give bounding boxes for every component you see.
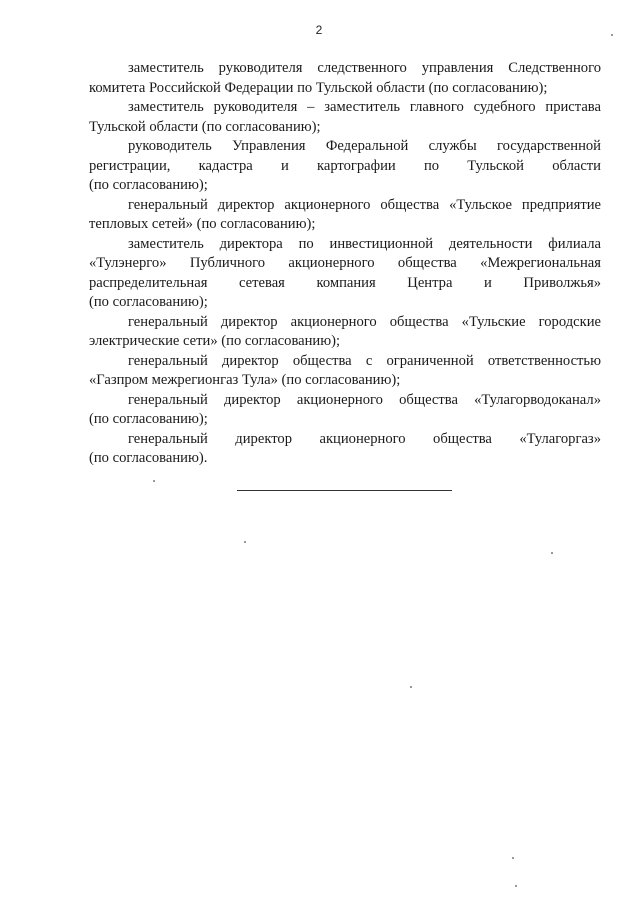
paragraph-line: тепловых сетей» (по согласованию); — [89, 216, 316, 232]
document-body — [89, 59, 601, 469]
paragraph-line: генеральный директор акционерного общества «Тульские городские — [128, 313, 601, 330]
paragraph-line: комитета Российской Федерации по Тульской области (по согласованию); — [89, 79, 548, 96]
paragraph-line: «Газпром межрегионгаз Тула» (по согласованию); — [89, 372, 401, 388]
paragraph-line: (по согласованию); — [89, 294, 208, 310]
paragraph-7 — [89, 352, 601, 391]
paragraph-line: руководитель Управления Федеральной службы государственной — [128, 138, 601, 154]
paragraph-line: генеральный директор акционерного общества «Тулагорводоканал» — [128, 391, 601, 408]
paragraph-5 — [89, 235, 601, 313]
paragraph-line: генеральный директор общества с ограниченной ответственностью — [128, 352, 601, 369]
paragraph-line: (по согласованию). — [89, 450, 208, 466]
page-number: 2 — [315, 23, 323, 37]
scan-speck — [410, 686, 412, 688]
scan-speck — [611, 34, 613, 36]
paragraph-line: генеральный директор акционерного общества «Тульское предприятие — [128, 196, 601, 213]
paragraph-line: (по согласованию); — [89, 411, 208, 427]
paragraph-line: заместитель руководителя следственного управления Следственного — [128, 60, 601, 76]
paragraph-1 — [89, 59, 601, 98]
scan-speck — [244, 541, 246, 543]
paragraph-line: регистрации, кадастра и картографии по Тульской области — [89, 157, 601, 174]
scan-speck — [515, 885, 517, 887]
paragraph-line: электрические сети» (по согласованию); — [89, 333, 341, 349]
paragraph-line: распределительная сетевая компания Центра и Приволжья» — [89, 274, 601, 291]
closing-separator-line — [237, 490, 452, 491]
paragraph-6 — [89, 313, 601, 352]
paragraph-2 — [89, 98, 601, 137]
paragraph-9 — [89, 430, 601, 469]
scan-speck — [153, 480, 155, 482]
paragraph-line: заместитель руководителя – заместитель главного судебного пристава — [128, 99, 601, 115]
paragraph-line: (по согласованию); — [89, 177, 208, 193]
paragraph-line: «Тулэнерго» Публичного акционерного общества «Межрегиональная — [89, 255, 601, 271]
paragraph-8 — [89, 391, 601, 430]
scan-speck — [512, 857, 514, 859]
scan-speck — [551, 552, 553, 554]
paragraph-line: генеральный директор акционерного общества «Тулагоргаз» — [128, 430, 601, 447]
paragraph-line: заместитель директора по инвестиционной деятельности филиала — [128, 235, 601, 252]
paragraph-4 — [89, 196, 601, 235]
paragraph-line: Тульской области (по согласованию); — [89, 118, 321, 135]
paragraph-3 — [89, 137, 601, 196]
